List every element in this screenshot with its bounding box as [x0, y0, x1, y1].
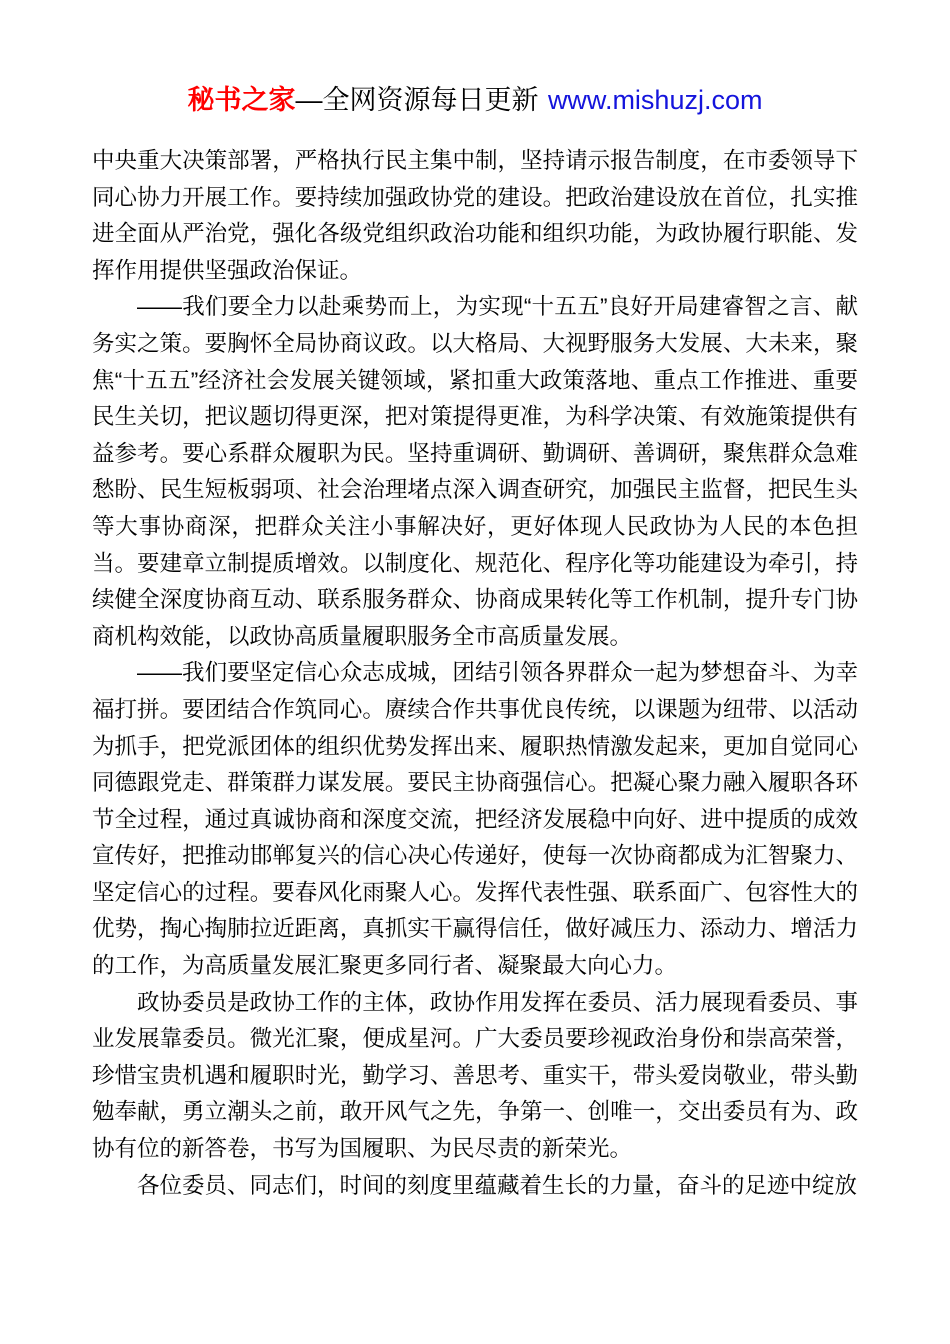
- document-body: [92, 143, 858, 1204]
- paragraph: ——我们要坚定信心众志成城，团结引领各界群众一起为梦想奋斗、为幸福打拼。要团结合作筑同心。赓续合作共事优良传统，以课题为纽带、以活动为抓手，把党派团体的组织优势发挥出来、履职热情激发起来，更加自觉同心同德跟党走、群策群力谋发展。要民主协商强信心。把凝心聚力融入履职各环节全过程，通过真诚协商和深度交流，把经济发展稳中向好、进中提质的成效宣传好，把推动邯郸复兴的信心决心传递好，使每一次协商都成为汇智聚力、坚定信心的过程。要春风化雨聚人心。发挥代表性强、联系面广、包容性大的优势，掏心掏肺拉近距离，真抓实干赢得信任，做好减压力、添动力、增活力的工作，为高质量发展汇聚更多同行者、凝聚最大向心力。: [92, 660, 858, 979]
- paragraph: 政协委员是政协工作的主体，政协作用发挥在委员、活力展现看委员、事业发展靠委员。微光汇聚，便成星河。广大委员要珍视政治身份和崇高荣誉，珍惜宝贵机遇和履职时光，勤学习、善思考、重实干，带头爱岗敬业，带头勤勉奉献，勇立潮头之前，敢开风气之先，争第一、创唯一，交出委员有为、政协有位的新答卷，书写为国履职、为民尽责的新荣光。: [92, 989, 858, 1162]
- header-tagline: —全网资源每日更新: [295, 85, 539, 115]
- site-url-link[interactable]: www.mishuzj.com: [547, 85, 763, 115]
- paragraph: 各位委员、同志们，时间的刻度里蕴藏着生长的力量，奋斗的足迹中绽放: [137, 1172, 858, 1198]
- site-brand: 秘书之家: [187, 85, 296, 115]
- site-header: [0, 0, 950, 116]
- paragraph: ——我们要全力以赴乘势而上，为实现“十五五”良好开局建睿智之言、献务实之策。要胸怀全局协商议政。以大格局、大视野服务大发展、大未来，聚焦“十五五”经济社会发展关键领域，紧扣重大政策落地、重点工作推进、重要民生关切，把议题切得更深，把对策提得更准，为科学决策、有效施策提供有益参考。要心系群众履职为民。坚持重调研、勤调研、善调研，聚焦群众急难愁盼、民生短板弱项、社会治理堵点深入调查研究，加强民主监督，把民生头等大事协商深，把群众关注小事解决好，更好体现人民政协为人民的本色担当。要建章立制提质增效。以制度化、规范化、程序化等功能建设为牵引，持续健全深度协商互动、联系服务群众、协商成果转化等工作机制，提升专门协商机构效能，以政协高质量履职服务全市高质量发展。: [92, 294, 858, 649]
- paragraph: 中央重大决策部署，严格执行民主集中制，坚持请示报告制度，在市委领导下同心协力开展工作。要持续加强政协党的建设。把政治建设放在首位，扎实推进全面从严治党，强化各级党组织政治功能和组织功能，为政协履行职能、发挥作用提供坚强政治保证。: [92, 148, 858, 283]
